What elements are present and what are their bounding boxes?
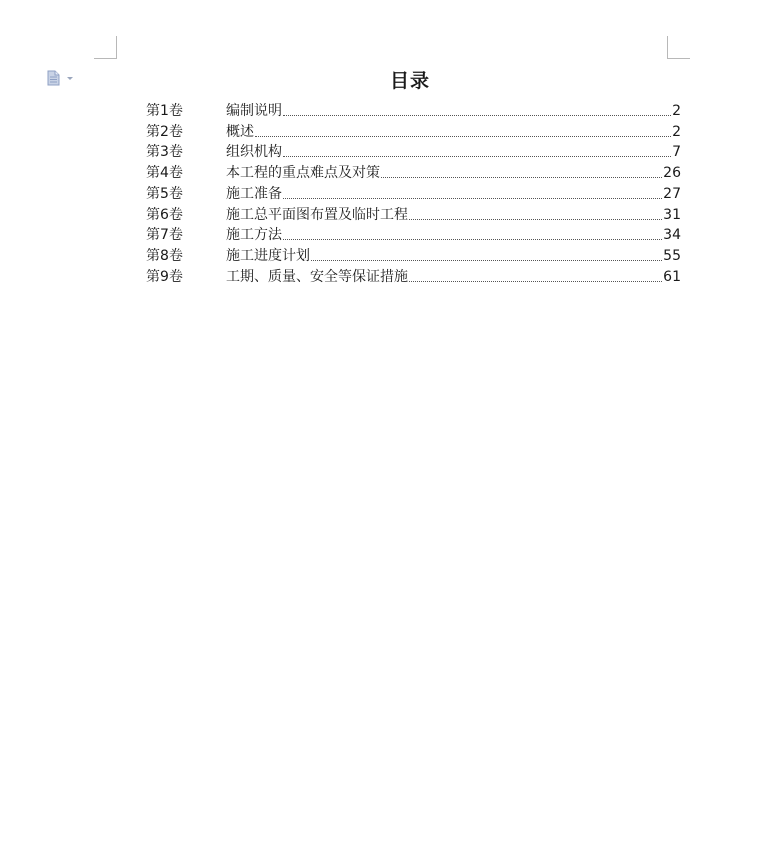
- toc-volume: 第6卷: [146, 206, 183, 223]
- toc-page-number: 26: [663, 165, 681, 181]
- page-title: 目录: [389, 70, 430, 92]
- toc-dot-leader: [255, 136, 671, 137]
- toc-page-number: 2: [672, 123, 681, 140]
- toc-page-number: 61: [663, 268, 681, 285]
- toc-entry[interactable]: [146, 183, 681, 204]
- toc-title: 本工程的重点难点及对策: [226, 165, 380, 181]
- toc-page-number: 31: [663, 206, 681, 223]
- toc-title: 工期、质量、安全等保证措施: [226, 268, 408, 285]
- table-of-contents: [146, 100, 681, 287]
- toc-volume: 第3卷: [146, 144, 183, 161]
- toc-volume: 第1卷: [146, 102, 183, 119]
- toc-entry[interactable]: [146, 204, 681, 225]
- toc-title: 施工准备: [226, 185, 282, 202]
- toc-dot-leader: [311, 260, 662, 261]
- toc-dot-leader: [283, 156, 671, 157]
- crop-mark-top-left: [94, 36, 117, 59]
- toc-dot-leader: [409, 281, 662, 282]
- toc-title: 施工进度计划: [226, 248, 310, 264]
- toc-title: 施工方法: [226, 227, 282, 244]
- toc-page-number: 34: [663, 227, 681, 244]
- toc-dot-leader: [409, 219, 662, 220]
- toc-title: 编制说明: [226, 102, 282, 119]
- toc-entry[interactable]: [146, 266, 681, 287]
- toc-title: 施工总平面图布置及临时工程: [226, 206, 408, 223]
- toc-dot-leader: [283, 115, 671, 116]
- toc-entry[interactable]: [146, 100, 681, 121]
- toc-volume: 第9卷: [146, 268, 183, 285]
- toc-page-number: 55: [663, 248, 681, 264]
- toc-dot-leader: [283, 239, 662, 240]
- toc-entry[interactable]: [146, 225, 681, 246]
- toc-entry[interactable]: [146, 245, 681, 266]
- toc-volume: 第8卷: [146, 248, 183, 264]
- toc-entry[interactable]: [146, 121, 681, 142]
- toc-volume: 第4卷: [146, 165, 183, 181]
- toc-volume: 第5卷: [146, 185, 183, 202]
- toc-volume: 第2卷: [146, 123, 183, 140]
- toc-title: 概述: [226, 123, 254, 140]
- toc-dot-leader: [381, 177, 662, 178]
- toc-entry[interactable]: [146, 162, 681, 183]
- toc-title: 组织机构: [226, 144, 282, 161]
- toc-entry[interactable]: [146, 142, 681, 163]
- toc-volume: 第7卷: [146, 227, 183, 244]
- toc-page-number: 27: [663, 185, 681, 202]
- toc-page-number: 2: [672, 102, 681, 119]
- toc-dot-leader: [283, 198, 662, 199]
- toc-page-number: 7: [672, 144, 681, 161]
- crop-mark-top-right: [667, 36, 690, 59]
